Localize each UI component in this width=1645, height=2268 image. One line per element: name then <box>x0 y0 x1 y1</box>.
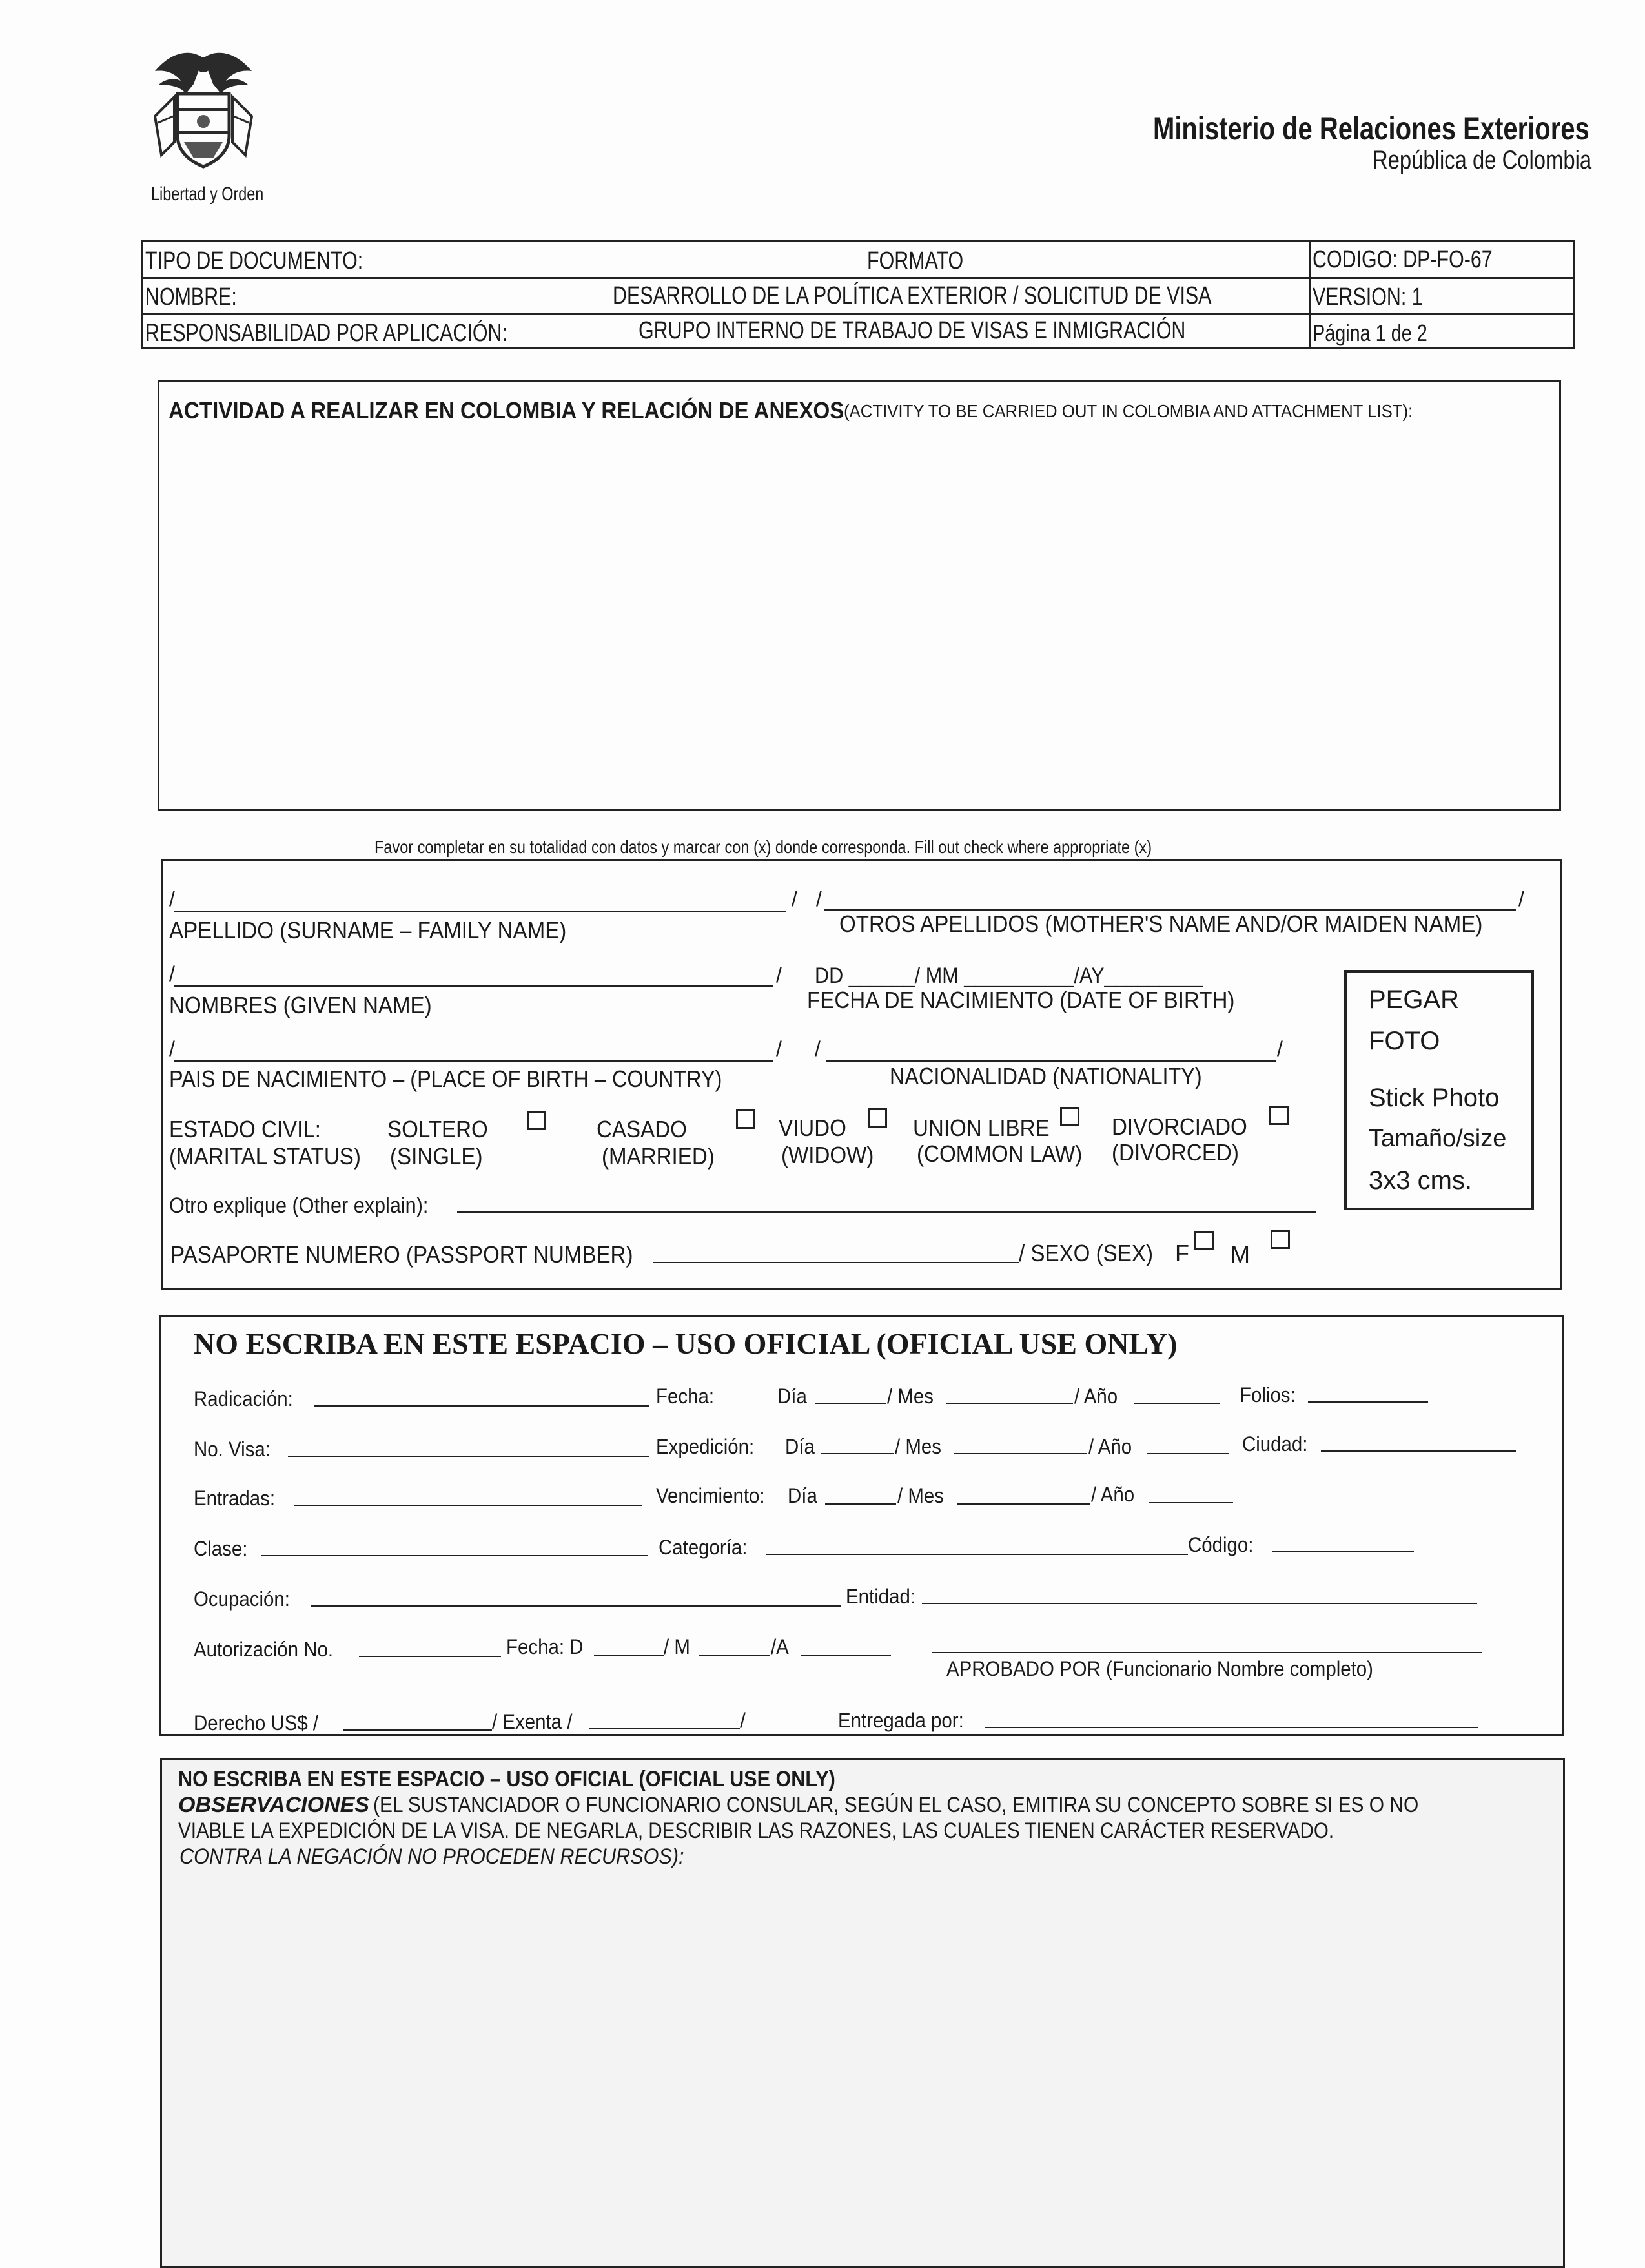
ocupacion-input[interactable] <box>311 1605 841 1607</box>
fecha-anio-label: / Año <box>1074 1385 1118 1408</box>
surname-label: APELLIDO (SURNAME – FAMILY NAME) <box>169 917 567 943</box>
fecha-dia-input[interactable] <box>815 1403 886 1404</box>
sex-f-label: F <box>1175 1240 1189 1266</box>
ministry-name: Ministerio de Relaciones Exteriores <box>1153 110 1589 147</box>
radicacion-label: Radicación: <box>194 1387 293 1410</box>
ciudad-label: Ciudad: <box>1242 1432 1308 1456</box>
doc-name-label: NOMBRE: <box>145 284 237 311</box>
fecha-mes-input[interactable] <box>946 1403 1073 1404</box>
activity-subtitle: (ACTIVITY TO BE CARRIED OUT IN COLOMBIA AND ATTACHMENT LIST): <box>844 401 1413 421</box>
ciudad-input[interactable] <box>1321 1450 1516 1452</box>
activity-title: ACTIVIDAD A REALIZAR EN COLOMBIA Y RELACIÓN DE ANEXOS <box>169 397 844 424</box>
marital-status-label-en: (MARITAL STATUS) <box>169 1143 361 1170</box>
entidad-input[interactable] <box>922 1603 1477 1604</box>
doc-name-value: DESARROLLO DE LA POLÍTICA EXTERIOR / SOLICITUD DE VISA <box>613 282 1212 309</box>
doc-type-value: FORMATO <box>867 247 964 274</box>
entradas-input[interactable] <box>294 1505 642 1506</box>
activity-box[interactable] <box>158 380 1561 811</box>
observations-line-1: (EL SUSTANCIADOR O FUNCIONARIO CONSULAR, SEGÚN EL CASO, EMITIRA SU CONCEPTO SOBRE SI ES O NO <box>373 1793 1419 1817</box>
other-surnames-label: OTROS APELLIDOS (MOTHER'S NAME AND/OR MAIDEN NAME) <box>839 911 1483 937</box>
autorizacion-input[interactable] <box>359 1656 501 1657</box>
passport-label: PASAPORTE NUMERO (PASSPORT NUMBER) <box>170 1241 633 1268</box>
fecha-label: Fecha: <box>656 1385 715 1408</box>
clase-input[interactable] <box>261 1555 648 1556</box>
married-label: CASADO <box>597 1116 687 1142</box>
single-checkbox[interactable] <box>527 1111 546 1130</box>
divorced-checkbox[interactable] <box>1269 1106 1289 1125</box>
marital-status-label: ESTADO CIVIL: <box>169 1116 321 1142</box>
observations-line-3: CONTRA LA NEGACIÓN NO PROCEDEN RECURSOS): <box>179 1844 684 1869</box>
nationality-input[interactable] <box>826 1060 1276 1062</box>
observations-title: NO ESCRIBA EN ESTE ESPACIO – USO OFICIAL (OFICIAL USE ONLY) <box>178 1767 835 1791</box>
single-label: SOLTERO <box>387 1116 488 1142</box>
entradas-label: Entradas: <box>194 1487 276 1510</box>
derecho-label: Derecho US$ / <box>194 1711 319 1735</box>
entidad-label: Entidad: <box>846 1585 916 1608</box>
entregada-label: Entregada por: <box>838 1709 964 1732</box>
exenta-input[interactable] <box>589 1728 740 1729</box>
surname-input[interactable] <box>174 911 786 912</box>
coat-of-arms-logo <box>136 45 271 174</box>
codigo-label: Código: <box>1188 1533 1254 1556</box>
vencimiento-dia-label: Día <box>788 1484 817 1507</box>
sex-m-label: M <box>1231 1241 1250 1268</box>
vencimiento-label: Vencimiento: <box>656 1484 765 1507</box>
photo-line-4: Tamaño/size <box>1369 1125 1507 1152</box>
given-name-label: NOMBRES (GIVEN NAME) <box>169 992 432 1018</box>
no-visa-label: No. Visa: <box>194 1438 271 1461</box>
divorced-label-en: (DIVORCED) <box>1112 1139 1239 1166</box>
union-label-en: (COMMON LAW) <box>917 1140 1083 1167</box>
autorizacion-anio-input[interactable] <box>801 1655 891 1656</box>
country-name: República de Colombia <box>1373 146 1592 174</box>
sex-f-checkbox[interactable] <box>1194 1231 1214 1250</box>
other-explain-input[interactable] <box>457 1211 1316 1213</box>
observations-label: OBSERVACIONES <box>178 1793 369 1817</box>
dob-label: FECHA DE NACIMIENTO (DATE OF BIRTH) <box>807 987 1235 1013</box>
union-checkbox[interactable] <box>1060 1107 1079 1126</box>
radicacion-input[interactable] <box>314 1405 649 1407</box>
aprobado-por-input[interactable] <box>932 1652 1482 1653</box>
no-visa-input[interactable] <box>288 1456 649 1457</box>
fill-instruction: Favor completar en su totalidad con datos y marcar con (x) donde corresponda. Fill out check where appropriate (x) <box>374 837 1152 857</box>
autorizacion-a-label: /A <box>771 1635 789 1658</box>
photo-line-3: Stick Photo <box>1369 1084 1500 1112</box>
fecha-mes-label: / Mes <box>887 1385 934 1408</box>
autorizacion-label: Autorización No. <box>194 1638 333 1661</box>
autorizacion-m-label: / M <box>664 1635 690 1658</box>
photo-box[interactable] <box>1344 970 1534 1210</box>
married-label-en: (MARRIED) <box>602 1143 715 1170</box>
motto: Libertad y Orden <box>151 183 264 205</box>
folios-input[interactable] <box>1308 1401 1428 1403</box>
vencimiento-anio-label: / Año <box>1091 1483 1135 1506</box>
widow-label-en: (WIDOW) <box>781 1142 874 1168</box>
categoria-input[interactable] <box>766 1554 1188 1555</box>
sex-label: / SEXO (SEX) <box>1019 1240 1153 1266</box>
aprobado-por-label: APROBADO POR (Funcionario Nombre completo) <box>946 1657 1373 1680</box>
document-info-table <box>141 240 1575 349</box>
passport-input[interactable] <box>653 1262 1019 1263</box>
entregada-input[interactable] <box>985 1727 1478 1728</box>
divorced-label: DIVORCIADO <box>1112 1113 1247 1140</box>
observations-line-2: VIABLE LA EXPEDICIÓN DE LA VISA. DE NEGARLA, DESCRIBIR LAS RAZONES, LAS CUALES TIENEN CARÁCTER RESERVADO. <box>178 1819 1334 1843</box>
sex-m-checkbox[interactable] <box>1271 1230 1290 1249</box>
expedicion-anio-label: / Año <box>1088 1435 1132 1458</box>
photo-line-1: PEGAR <box>1369 985 1460 1014</box>
expedicion-dia-input[interactable] <box>821 1453 894 1454</box>
official-use-title: NO ESCRIBA EN ESTE ESPACIO – USO OFICIAL (OFICIAL USE ONLY) <box>194 1327 1178 1360</box>
dob-input-parts[interactable]: DD ______/ MM __________/AY_________ <box>815 964 1203 988</box>
place-of-birth-label: PAIS DE NACIMIENTO – (PLACE OF BIRTH – COUNTRY) <box>169 1066 722 1092</box>
derecho-input[interactable] <box>343 1729 492 1731</box>
autorizacion-mes-input[interactable] <box>699 1655 770 1656</box>
expedicion-anio-input[interactable] <box>1147 1453 1229 1454</box>
vencimiento-anio-input[interactable] <box>1149 1502 1233 1503</box>
fecha-anio-input[interactable] <box>1134 1403 1220 1404</box>
doc-type-label: TIPO DE DOCUMENTO: <box>145 247 363 274</box>
vencimiento-mes-input[interactable] <box>957 1503 1090 1505</box>
fecha-dia-label: Día <box>777 1385 807 1408</box>
widow-checkbox[interactable] <box>868 1108 887 1128</box>
doc-page: Página 1 de 2 <box>1313 320 1427 346</box>
clase-label: Clase: <box>194 1537 248 1560</box>
folios-label: Folios: <box>1240 1383 1296 1407</box>
photo-line-5: 3x3 cms. <box>1369 1166 1473 1195</box>
doc-code: CODIGO: DP-FO-67 <box>1313 246 1493 273</box>
nationality-label: NACIONALIDAD (NATIONALITY) <box>890 1063 1202 1089</box>
expedicion-label: Expedición: <box>656 1435 755 1458</box>
union-label: UNION LIBRE <box>913 1115 1050 1141</box>
expedicion-mes-input[interactable] <box>954 1453 1087 1454</box>
expedicion-mes-label: / Mes <box>895 1435 941 1458</box>
exenta-label: / Exenta / <box>492 1710 573 1733</box>
doc-responsibility-value: GRUPO INTERNO DE TRABAJO DE VISAS E INMIGRACIÓN <box>639 317 1186 344</box>
photo-line-2: FOTO <box>1369 1027 1440 1055</box>
widow-label: VIUDO <box>779 1115 846 1141</box>
doc-responsibility-label: RESPONSABILIDAD POR APLICACIÓN: <box>145 320 507 347</box>
married-checkbox[interactable] <box>736 1109 755 1129</box>
other-explain-label: Otro explique (Other explain): <box>169 1193 429 1218</box>
ocupacion-label: Ocupación: <box>194 1587 290 1611</box>
coat-of-arms-icon <box>136 45 271 174</box>
place-of-birth-input[interactable] <box>174 1060 773 1062</box>
single-label-en: (SINGLE) <box>390 1143 483 1170</box>
vencimiento-mes-label: / Mes <box>897 1484 944 1507</box>
vencimiento-dia-input[interactable] <box>825 1503 896 1505</box>
autorizacion-dia-input[interactable] <box>594 1655 664 1656</box>
codigo-input[interactable] <box>1272 1551 1414 1552</box>
autorizacion-fecha-label: Fecha: D <box>506 1635 584 1658</box>
categoria-label: Categoría: <box>659 1536 748 1559</box>
given-name-input[interactable] <box>174 985 773 987</box>
doc-version: VERSION: 1 <box>1313 284 1423 311</box>
expedicion-dia-label: Día <box>785 1435 815 1458</box>
